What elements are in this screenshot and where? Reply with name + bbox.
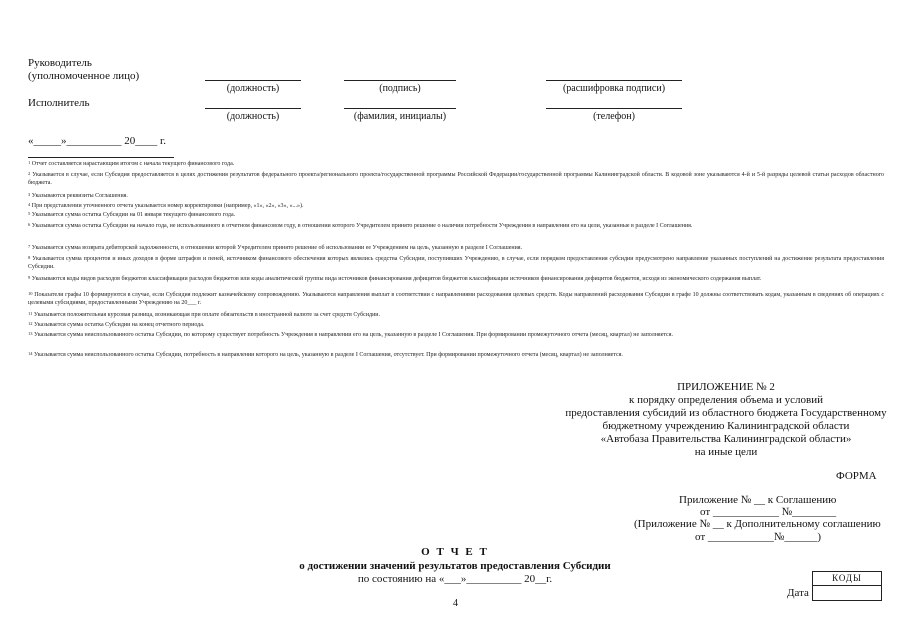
appendix-line: «Автобаза Правительства Калининградской области» — [600, 433, 852, 445]
head-caption-name: (расшифровка подписи) — [562, 83, 666, 94]
footnote: $^9$ Указываются коды видов расходов бюджетов классификации расходов бюджетов или коды аналитической группы вида источников финансирования дефицитов бюджетов классификации источников финансирования дефицитов бюджетов, исходя из экономического содержания выплат. — [28, 275, 762, 282]
appendix-line: предоставления субсидий из областного бюджета Государственному — [565, 407, 887, 419]
executor-phone-line — [546, 108, 682, 109]
appendix-line: к порядку определения объема и условий — [628, 394, 824, 406]
report-subtitle: о достижении значений результатов предоставления Субсидии — [299, 560, 611, 572]
agreement-line: Приложение № __ к Соглашению — [679, 494, 837, 506]
page-number: 4 — [453, 598, 458, 609]
executor-label: Исполнитель — [28, 97, 90, 109]
footnote: $^3$ Указываются реквизиты Соглашения. — [28, 192, 128, 199]
footnote: $^4$ При представлении уточненного отчета указывается номер корректировки (например, «1», «2», «3», «...»). — [28, 202, 304, 209]
footnote: $^1$ Отчет составляется нарастающим итогом с начала текущего финансового года. — [28, 160, 235, 167]
executor-caption-name: (фамилия, инициалы) — [353, 111, 447, 122]
signature-date: «_____»__________ 20____ г. — [28, 135, 167, 147]
footnote: $^5$ Указывается сумма остатка Субсидии на 01 января текущего финансового года. — [28, 211, 236, 218]
head-caption-position: (должность) — [226, 83, 280, 94]
executor-position-line — [205, 108, 301, 109]
footnote: $^2$ Указывается в случае, если Субсидия предоставляется в целях достижения результатов федерального проекта/регионального проекта/государственной программы Российской Федерации/государственной программы Калининградской области. В кодовой зоне указываются 4-й и 5-й разряды целевой статьи расходов областного бюджета. — [28, 171, 885, 186]
report-as-of: по состоянию на «___»__________ 20__г. — [357, 573, 553, 585]
executor-name-line — [344, 108, 456, 109]
head-signature-line — [344, 80, 456, 81]
agreement-line: от ____________№______) — [695, 531, 822, 543]
head-label: Руководитель — [28, 57, 92, 69]
footnote-separator — [28, 157, 174, 158]
footnote: $^{12}$ Указывается сумма остатка Субсидии на конец отчетного периода. — [28, 321, 205, 328]
footnote: $^{11}$ Указывается положительная курсовая разница, возникающая при оплате обязательств в иностранной валюте за счет средств Субсидии. — [28, 311, 381, 318]
appendix-line: бюджетному учреждению Калининградской области — [602, 420, 850, 432]
footnote: $^{14}$ Указывается сумма неиспользованного остатка Субсидии, потребность в направлении которого на цель, указанную в разделе I Соглашения, отсутствует. При формировании промежуточного отчета (месяц, квартал) не заполняется. — [28, 351, 623, 358]
agreement-line: от ____________ №________ — [700, 506, 837, 518]
date-label: Дата — [787, 587, 809, 599]
footnote: $^6$ Указывается сумма остатка Субсидии на начало года, не использованного в отчетном финансовом году, в отношении которого Учредителем принято решение о наличии потребности Учреждения в направлении его на цели, указанные в разделе I Соглашения. — [28, 222, 693, 229]
appendix-line: на иные цели — [694, 446, 758, 458]
agreement-line: (Приложение № __ к Дополнительному соглашению — [634, 518, 881, 530]
head-label-sub: (уполномоченное лицо) — [28, 70, 140, 82]
head-caption-signature: (подпись) — [379, 83, 421, 94]
footnote: $^8$ Указывается сумма процентов и иных доходов в форме штрафов и пеней, источником финансового обеспечения которых являлись средства Субсидии, поступивших Учреждению, в случае, если порядком предоставления субсидии предусмотрено направление указанных поступлений на достижение результата предоставления Субсидии. — [28, 255, 884, 270]
footnote: $^7$ Указывается сумма возврата дебиторской задолженности, в отношении которой Учредителем принято решение об использовании ее Учреждением на цель, указанную в разделе I Соглашения. — [28, 244, 523, 251]
executor-caption-phone: (телефон) — [593, 111, 635, 122]
report-title: О Т Ч Е Т — [421, 546, 489, 558]
forma-label: ФОРМА — [836, 470, 877, 482]
head-position-line — [205, 80, 301, 81]
head-name-line — [546, 80, 682, 81]
appendix-title: ПРИЛОЖЕНИЕ № 2 — [677, 381, 775, 393]
codes-header: КОДЫ — [813, 572, 881, 586]
executor-caption-position: (должность) — [226, 111, 280, 122]
footnote: $^{10}$ Показатели графы 10 формируются в случае, если Субсидия подлежит казначейскому сопровождению. Указываются направления выплат в соответствии с направлениями расходования целевых средств. Коды направлений расходования Субсидии в графе 10 должны соответствовать кодам, указанным в сведениях об операциях с целевыми субсидиями, предоставленными Учреждению на 20___ г. — [28, 291, 884, 306]
codes-box — [812, 571, 882, 601]
footnote: $^{13}$ Указывается сумма неиспользованного остатка Субсидии, по которому существует потребность Учреждения в направлении его на цель, указанную в разделе I Соглашения. При формировании промежуточного отчета (месяц, квартал) не заполняется. — [28, 331, 673, 338]
